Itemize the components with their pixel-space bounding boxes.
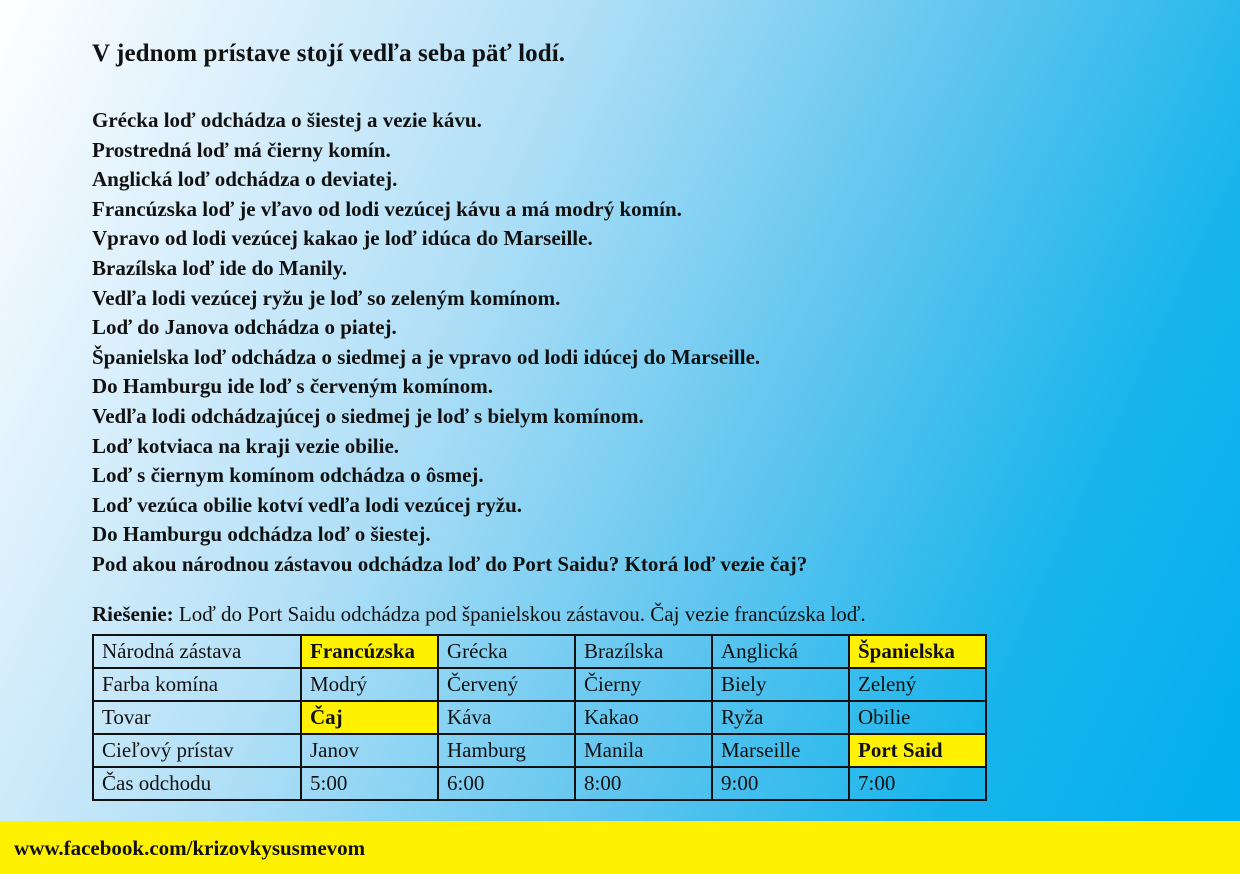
table-cell: Brazílska: [575, 635, 712, 668]
clue-item: Loď kotviaca na kraji vezie obilie.: [92, 433, 400, 458]
table-cell: Červený: [438, 668, 575, 701]
clue-item: Prostredná loď má čierny komín.: [92, 137, 391, 162]
table-row: [93, 734, 986, 767]
clue-list: [92, 106, 807, 580]
clue-item: Vedľa lodi vezúcej ryžu je loď so zeleným komínom.: [92, 285, 561, 310]
table-cell: Biely: [712, 668, 849, 701]
table-cell: 9:00: [712, 767, 849, 800]
table-cell: 5:00: [301, 767, 438, 800]
clue-item: Francúzska loď je vľavo od lodi vezúcej kávu a má modrý komín.: [92, 196, 682, 221]
solution-answer: Loď do Port Saidu odchádza pod španielskou zástavou. Čaj vezie francúzska loď.: [173, 602, 866, 626]
footer-bar: [0, 821, 1240, 874]
clue-item: Anglická loď odchádza o deviatej.: [92, 167, 398, 192]
table-cell: Manila: [575, 734, 712, 767]
clue-item: Vpravo od lodi vezúcej kakao je loď idúca do Marseille.: [92, 226, 593, 251]
table-cell: Janov: [301, 734, 438, 767]
row-header-cell: Farba komína: [93, 668, 301, 701]
table-row: [93, 668, 986, 701]
table-cell: Hamburg: [438, 734, 575, 767]
table-cell: Grécka: [438, 635, 575, 668]
table-cell: Obilie: [849, 701, 986, 734]
table-cell: Marseille: [712, 734, 849, 767]
facebook-link[interactable]: www.facebook.com/krizovkysusmevom: [14, 836, 366, 860]
clue-item: Grécka loď odchádza o šiestej a vezie kávu.: [92, 108, 482, 132]
table-cell: 6:00: [438, 767, 575, 800]
table-cell: Zelený: [849, 668, 986, 701]
highlighted-answer-cell: Francúzska: [301, 635, 438, 668]
solution-label: Riešenie:: [92, 602, 174, 626]
row-header-cell: Čas odchodu: [93, 767, 301, 800]
clue-item: Do Hamburgu ide loď s červeným komínom.: [92, 374, 493, 399]
clue-item: Loď vezúca obilie kotví vedľa lodi vezúcej ryžu.: [92, 492, 523, 517]
solution-table: [92, 634, 987, 801]
table-cell: 8:00: [575, 767, 712, 800]
row-header-cell: Národná zástava: [93, 635, 301, 668]
clue-item: Do Hamburgu odchádza loď o šiestej.: [92, 522, 431, 547]
table-cell: Kakao: [575, 701, 712, 734]
clue-item: Loď do Janova odchádza o piatej.: [92, 315, 397, 340]
highlighted-answer-cell: Čaj: [301, 701, 438, 734]
table-row: [93, 701, 986, 734]
table-cell: Káva: [438, 701, 575, 734]
clue-item: Vedľa lodi odchádzajúcej o siedmej je loď s bielym komínom.: [92, 403, 644, 428]
clue-item: Loď s čiernym komínom odchádza o ôsmej.: [92, 463, 484, 488]
solution-text: [92, 602, 866, 627]
table-cell: Ryža: [712, 701, 849, 734]
table-cell: Čierny: [575, 668, 712, 701]
table-cell: Modrý: [301, 668, 438, 701]
table-cell: Anglická: [712, 635, 849, 668]
clue-item: Brazílska loď ide do Manily.: [92, 255, 348, 280]
row-header-cell: Cieľový prístav: [93, 734, 301, 767]
clue-question: Pod akou národnou zástavou odchádza loď do Port Saidu? Ktorá loď vezie čaj?: [92, 551, 808, 576]
clue-item: Španielska loď odchádza o siedmej a je vpravo od lodi idúcej do Marseille.: [92, 344, 761, 369]
highlighted-answer-cell: Port Said: [849, 734, 986, 767]
table-cell: 7:00: [849, 767, 986, 800]
table-row: [93, 767, 986, 800]
row-header-cell: Tovar: [93, 701, 301, 734]
table-row: [93, 635, 986, 668]
page-title: V jednom prístave stojí vedľa seba päť lodí.: [92, 40, 566, 67]
highlighted-answer-cell: Španielska: [849, 635, 986, 668]
